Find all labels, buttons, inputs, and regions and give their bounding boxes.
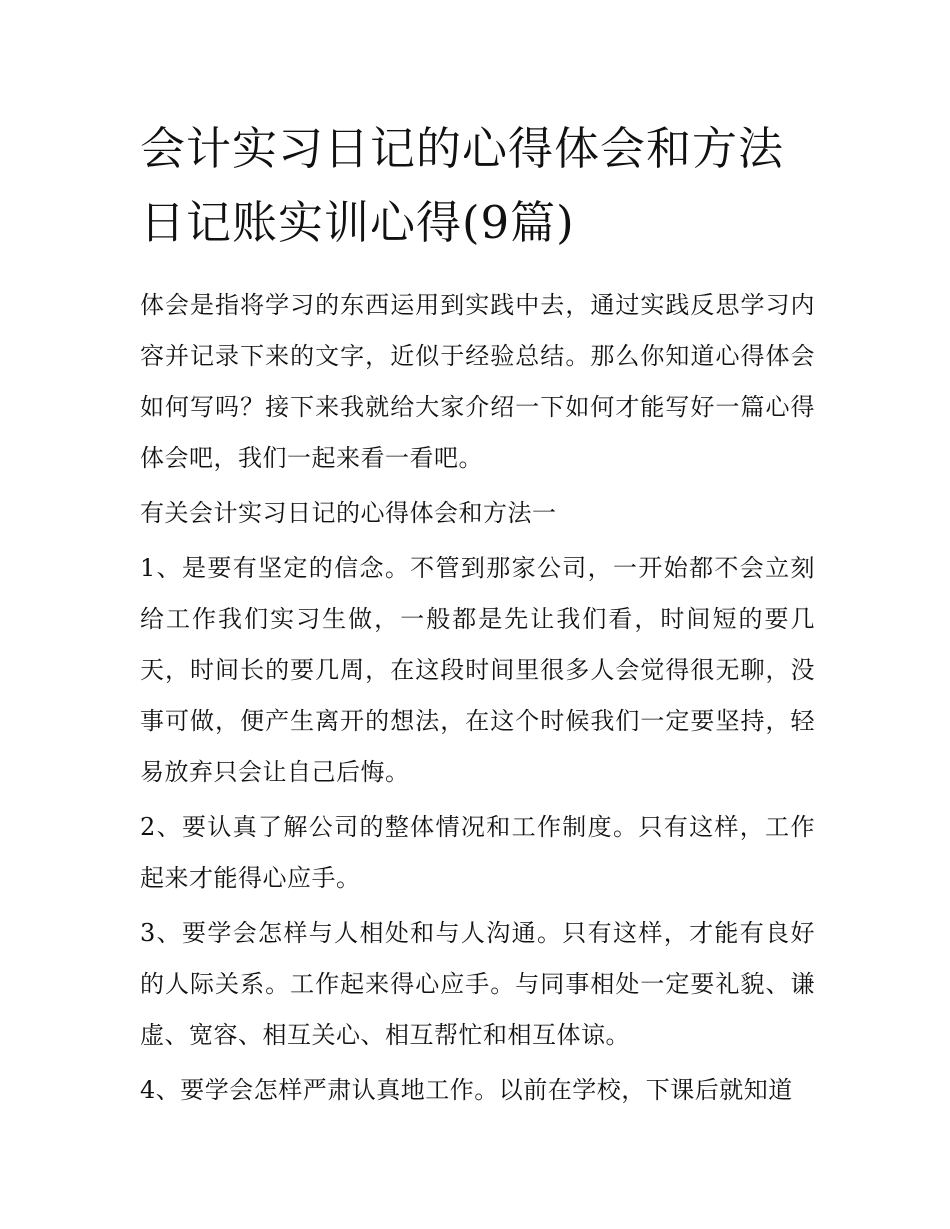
list-item-2: 2、要认真了解公司的整体情况和工作制度。只有这样，工作起来才能得心应手。 xyxy=(140,813,815,892)
section-heading: 有关会计实习日记的心得体会和方法一 xyxy=(140,499,557,527)
intro-paragraph: 体会是指将学习的东西运用到实践中去，通过实践反思学习内容并记录下来的文字，近似于经验总结。那么你知道心得体会如何写吗？接下来我就给大家介绍一下如何才能写好一篇心得体会吧，我们一起来看一看吧。 xyxy=(140,291,815,472)
list-item-3: 3、要学会怎样与人相处和与人沟通。只有这样，才能有良好的人际关系。工作起来得心应手。与同事相处一定要礼貌、谦虚、宽容、相互关心、相互帮忙和相互体谅。 xyxy=(140,919,815,1049)
list-item-1: 1、是要有坚定的信念。不管到那家公司，一开始都不会立刻给工作我们实习生做，一般都是先让我们看，时间短的要几天，时间长的要几周，在这段时间里很多人会觉得很无聊，没事可做，便产生离开的想法，在这个时候我们一定要坚持，轻易放弃只会让自己后悔。 xyxy=(140,554,815,786)
document-title: 会计实习日记的心得体会和方法 日记账实训心得(9篇) xyxy=(140,122,785,249)
document-body xyxy=(140,280,815,1116)
list-item-4: 4、要学会怎样严肃认真地工作。以前在学校，下课后就知道 xyxy=(140,1076,793,1104)
document-page xyxy=(140,112,815,1116)
